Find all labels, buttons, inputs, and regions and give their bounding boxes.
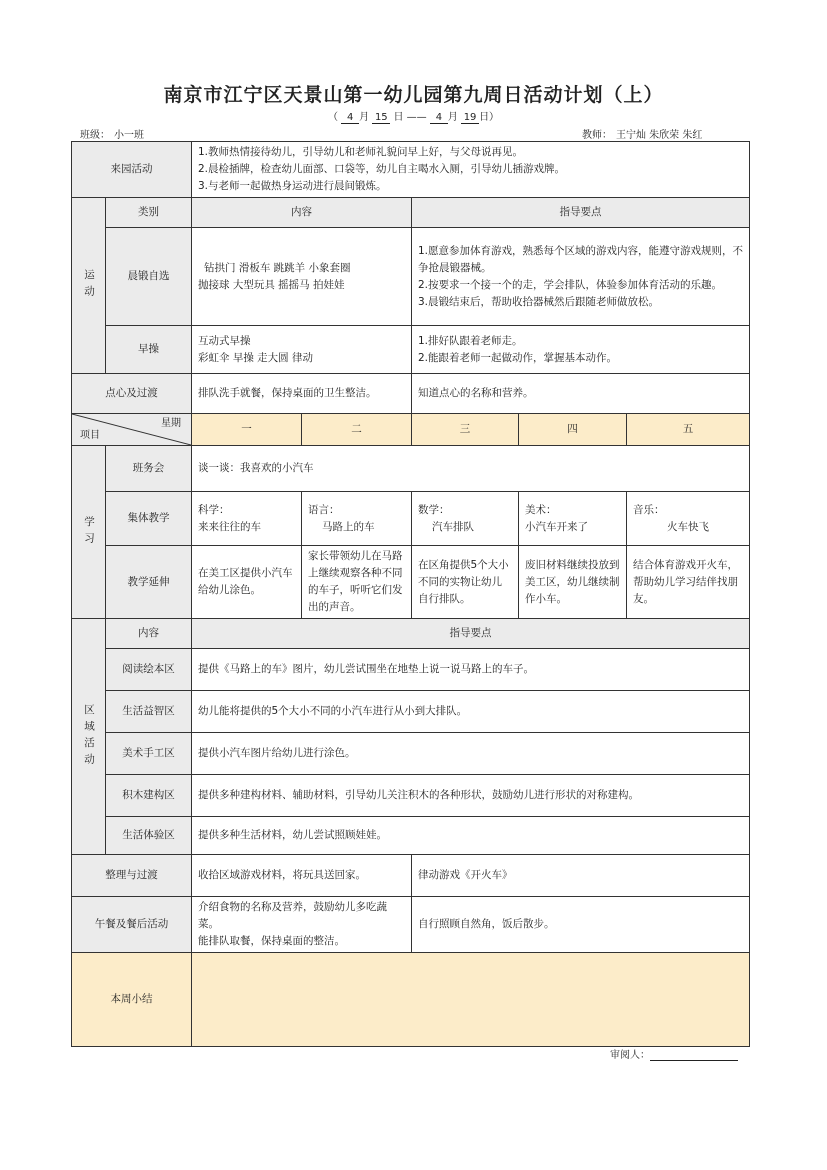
area-row (72, 733, 750, 775)
teacher-label: 教师： (582, 130, 612, 141)
arrival-content (192, 142, 750, 198)
day-unit: 日） (479, 112, 500, 123)
item-label: 项目 (80, 430, 100, 441)
area-guide: 提供多种建构材料、辅助材料，引导幼儿关注积木的各种形状，鼓励幼儿进行形状的对称建构。 (192, 775, 750, 817)
tidy-content: 收拾区域游戏材料，将玩具送回家。 (192, 855, 412, 897)
plan-table (71, 141, 750, 1047)
area-guide: 提供小汽车图片给幼儿进行涂色。 (192, 733, 750, 775)
week-item-header (72, 414, 192, 446)
reviewer-line[interactable] (650, 1048, 738, 1061)
tidy-guide: 律动游戏《开火车》 (412, 855, 750, 897)
topic: 汽车排队 (432, 520, 474, 533)
snack-row (72, 374, 750, 414)
page-title: 南京市江宁区天景山第一幼儿园第九周日活动计划（上） (163, 84, 664, 106)
study-label: 学习 (72, 446, 106, 619)
class-label: 班级： (80, 130, 110, 141)
lunch-label: 午餐及餐后活动 (72, 897, 192, 953)
teacher-info (582, 126, 740, 142)
summary-label: 本周小结 (72, 953, 192, 1047)
area-label: 区域活动 (72, 619, 106, 855)
date-range (0, 108, 827, 124)
morning-guide-line: 1.愿意参加体育游戏，熟悉每个区域的游戏内容，能遵守游戏规则，不争抢晨锻器械。 (418, 244, 744, 274)
day-3: 三 (412, 414, 519, 446)
exercise-label: 早操 (106, 326, 192, 374)
start-day: 15 (372, 112, 390, 124)
area-row (72, 775, 750, 817)
day-1: 一 (192, 414, 302, 446)
subject: 数学： (418, 503, 450, 516)
extend-cell-2: 家长带领幼儿在马路上继续观察各种不同的车子，听听它们发出的声音。 (302, 546, 412, 619)
arrival-line: 3.与老师一起做热身运动进行晨间锻炼。 (198, 180, 387, 192)
meeting-content: 谈一谈：我喜欢的小汽车 (192, 446, 750, 492)
arrival-line: 2.晨检插牌，检查幼儿面部、口袋等，幼儿自主喝水入厕，引导幼儿插游戏牌。 (198, 163, 566, 175)
arrival-label: 来园活动 (72, 142, 192, 198)
area-name: 阅读绘本区 (106, 649, 192, 691)
area-name: 美术手工区 (106, 733, 192, 775)
month-unit: 月 (447, 112, 458, 123)
snack-label: 点心及过渡 (72, 374, 192, 414)
day-5: 五 (627, 414, 750, 446)
topic: 火车快飞 (667, 520, 709, 533)
extend-label: 教学延伸 (106, 546, 192, 619)
exercise-content-line: 互动式早操 (198, 334, 251, 347)
date-open: （ (327, 112, 338, 123)
lunch-content (192, 897, 412, 953)
summary-content[interactable] (192, 953, 750, 1047)
morning-guide-line: 3.晨锻结束后，帮助收拾器械然后跟随老师做放松。 (418, 295, 660, 308)
area-row (72, 817, 750, 855)
area-guide: 提供多种生活材料，幼儿尝试照顾娃娃。 (192, 817, 750, 855)
area-name: 生活益智区 (106, 691, 192, 733)
area-guide: 幼儿能将提供的5个大小不同的小汽车进行从小到大排队。 (192, 691, 750, 733)
subject: 音乐： (633, 503, 665, 516)
subject: 语言： (308, 503, 340, 516)
sport-label: 运动 (72, 198, 106, 374)
extend-row (72, 546, 750, 619)
exercise-row (72, 326, 750, 374)
sport-header-row (72, 198, 750, 228)
subject: 科学： (198, 503, 230, 516)
exercise-guide (412, 326, 750, 374)
day-4: 四 (519, 414, 627, 446)
area-header-row (72, 619, 750, 649)
exercise-guide-line: 2.能跟着老师一起做动作，掌握基本动作。 (418, 351, 618, 364)
lunch-row (72, 897, 750, 953)
lunch-guide: 自行照顾自然角，饭后散步。 (412, 897, 750, 953)
month-unit: 月 (359, 112, 370, 123)
extend-cell-1: 在美工区提供小汽车给幼儿涂色。 (192, 546, 302, 619)
class-info (80, 126, 178, 142)
area-name: 生活体验区 (106, 817, 192, 855)
area-row (72, 649, 750, 691)
morning-label: 晨锻自选 (106, 228, 192, 326)
morning-row (72, 228, 750, 326)
reviewer-label: 审阅人： (610, 1050, 650, 1061)
reviewer-signature (610, 1046, 738, 1061)
day-unit: 日 —— (393, 112, 427, 123)
area-name: 积木建构区 (106, 775, 192, 817)
class-value: 小一班 (110, 126, 178, 142)
exercise-content (192, 326, 412, 374)
extend-cell-4: 废旧材料继续投放到美工区，幼儿继续制作小车。 (519, 546, 627, 619)
morning-content (192, 228, 412, 326)
group-cell-3 (412, 492, 519, 546)
morning-content-line: 抛接球 大型玩具 摇摇马 拍娃娃 (198, 278, 345, 291)
morning-guide (412, 228, 750, 326)
morning-content-line: 钻拱门 滑板车 跳跳羊 小象套圈 (204, 261, 351, 274)
group-cell-2 (302, 492, 412, 546)
start-month: 4 (341, 112, 359, 124)
area-col-guide: 指导要点 (192, 619, 750, 649)
topic: 马路上的车 (322, 520, 375, 533)
teacher-value: 王宁灿 朱欣荣 朱红 (612, 126, 740, 142)
week-header-row (72, 414, 750, 446)
sport-col-type: 类别 (106, 198, 192, 228)
meeting-row (72, 446, 750, 492)
lunch-line: 介绍食物的名称及营养，鼓励幼儿多吃蔬菜。 (198, 901, 387, 930)
group-cell-4 (519, 492, 627, 546)
snack-content: 排队洗手就餐，保持桌面的卫生整洁。 (192, 374, 412, 414)
topic: 小汽车开来了 (525, 520, 588, 533)
end-month: 4 (430, 112, 448, 124)
tidy-row (72, 855, 750, 897)
subject: 美术： (525, 503, 557, 516)
area-row (72, 691, 750, 733)
tidy-label: 整理与过渡 (72, 855, 192, 897)
snack-guide: 知道点心的名称和营养。 (412, 374, 750, 414)
meeting-label: 班务会 (106, 446, 192, 492)
summary-row (72, 953, 750, 1047)
end-day: 19 (461, 112, 479, 124)
group-teaching-label: 集体教学 (106, 492, 192, 546)
extend-cell-5: 结合体育游戏开火车，帮助幼儿学习结伴找朋友。 (627, 546, 750, 619)
arrival-row (72, 142, 750, 198)
group-cell-5 (627, 492, 750, 546)
exercise-guide-line: 1.排好队跟着老师走。 (418, 334, 523, 347)
group-cell-1 (192, 492, 302, 546)
area-col-content: 内容 (106, 619, 192, 649)
topic: 来来往往的车 (198, 520, 261, 533)
lunch-line: 能排队取餐，保持桌面的整洁。 (198, 935, 345, 947)
day-2: 二 (302, 414, 412, 446)
area-guide: 提供《马路上的车》图片，幼儿尝试围坐在地垫上说一说马路上的车子。 (192, 649, 750, 691)
week-label: 星期 (161, 418, 181, 429)
sport-col-content: 内容 (192, 198, 412, 228)
extend-cell-3: 在区角提供5个大小不同的实物让幼儿自行排队。 (412, 546, 519, 619)
exercise-content-line: 彩虹伞 早操 走大圆 律动 (198, 351, 314, 364)
morning-guide-line: 2.按要求一个接一个的走，学会排队，体验参加体育活动的乐趣。 (418, 278, 723, 291)
arrival-line: 1.教师热情接待幼儿，引导幼儿和老师礼貌问早上好，与父母说再见。 (198, 146, 524, 158)
group-teaching-row (72, 492, 750, 546)
sport-col-guide: 指导要点 (412, 198, 750, 228)
